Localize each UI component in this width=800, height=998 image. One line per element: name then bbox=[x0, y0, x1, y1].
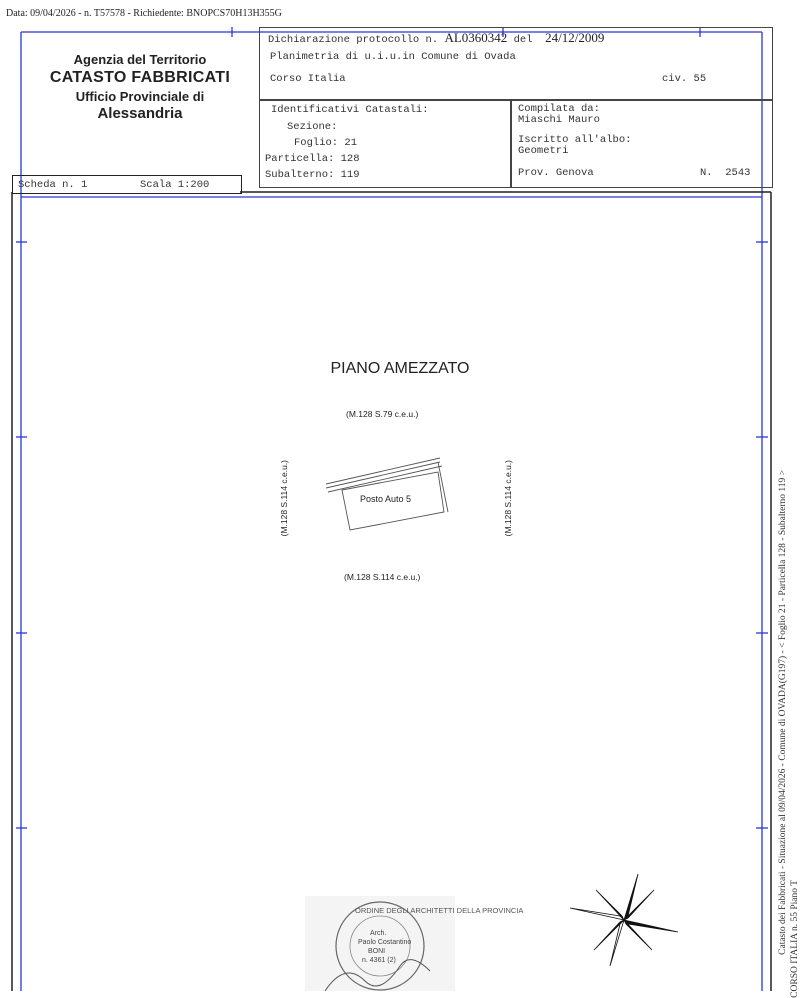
room-label: Posto Auto 5 bbox=[360, 494, 412, 504]
declaration-line: Dichiarazione protocollo n. AL0360342 del 24/12/2009 bbox=[268, 30, 605, 46]
registration-number: N. 2543 bbox=[700, 167, 751, 179]
east-neighbor-label: (M.128 S.114 c.e.u.) bbox=[503, 460, 513, 537]
province-field: Prov. Genova bbox=[518, 167, 594, 179]
south-neighbor-label: (M.128 S.114 c.e.u.) bbox=[344, 572, 421, 582]
scheda-number: Scheda n. 1 bbox=[18, 179, 88, 191]
stamp-ring-text: ORDINE DEGLI ARCHITETTI DELLA PROVINCIA bbox=[355, 906, 524, 915]
particella-field: Particella: 128 bbox=[265, 153, 360, 165]
catasto-title: CATASTO FABBRICATI bbox=[49, 69, 231, 86]
stamp-line2: Paolo Costantino bbox=[358, 939, 412, 946]
agency-name: Agenzia del Territorio bbox=[73, 52, 207, 67]
floor-title: PIANO AMEZZATO bbox=[330, 360, 470, 377]
request-info: Data: 09/04/2026 - n. T57578 - Richiedente: BNOPCS70H13H355G bbox=[6, 8, 282, 19]
compiler-name: Miaschi Mauro bbox=[518, 114, 600, 126]
subalterno-field: Subalterno: 119 bbox=[265, 169, 360, 181]
address: Corso Italia bbox=[270, 73, 346, 85]
agency-block bbox=[20, 52, 260, 122]
protocol-date: 24/12/2009 bbox=[545, 30, 605, 45]
stamp-line4: n. 4361 (2) bbox=[362, 957, 396, 964]
foglio-field: Foglio: 21 bbox=[294, 137, 358, 149]
planimetry-line: Planimetria di u.i.u.in Comune di Ovada bbox=[270, 51, 516, 63]
albo-label: Iscritto all'albo: bbox=[518, 134, 632, 146]
north-neighbor-label: (M.128 S.79 c.e.u.) bbox=[346, 409, 419, 419]
stamp-line1: Arch. bbox=[370, 930, 387, 937]
west-neighbor-label: (M.128 S.114 c.e.u.) bbox=[279, 460, 289, 537]
scale-label: Scala 1:200 bbox=[140, 179, 210, 191]
compass-rose-icon bbox=[568, 870, 680, 970]
office-city: Alessandria bbox=[97, 105, 183, 122]
stamp-line3: BONI bbox=[368, 948, 386, 955]
compiled-by-label: Compilata da: bbox=[518, 103, 600, 115]
civ-number: civ. 55 bbox=[662, 73, 707, 85]
office-label: Ufficio Provinciale di bbox=[75, 89, 205, 104]
protocol-number: AL0360342 bbox=[444, 30, 508, 45]
sezione-field: Sezione: bbox=[287, 121, 338, 133]
side-situation-text: Catasto dei Fabbricati - Situazione al 09/04/2026 - Comune di OVADA(G197) - < Foglio 21 - Particella 128 - Subalterno 119 > bbox=[778, 470, 788, 955]
identifiers-title: Identificativi Catastali: bbox=[271, 104, 429, 116]
albo-value: Geometri bbox=[518, 145, 569, 157]
side-address-text: CORSO ITALIA n. 55 Piano T bbox=[790, 880, 800, 998]
